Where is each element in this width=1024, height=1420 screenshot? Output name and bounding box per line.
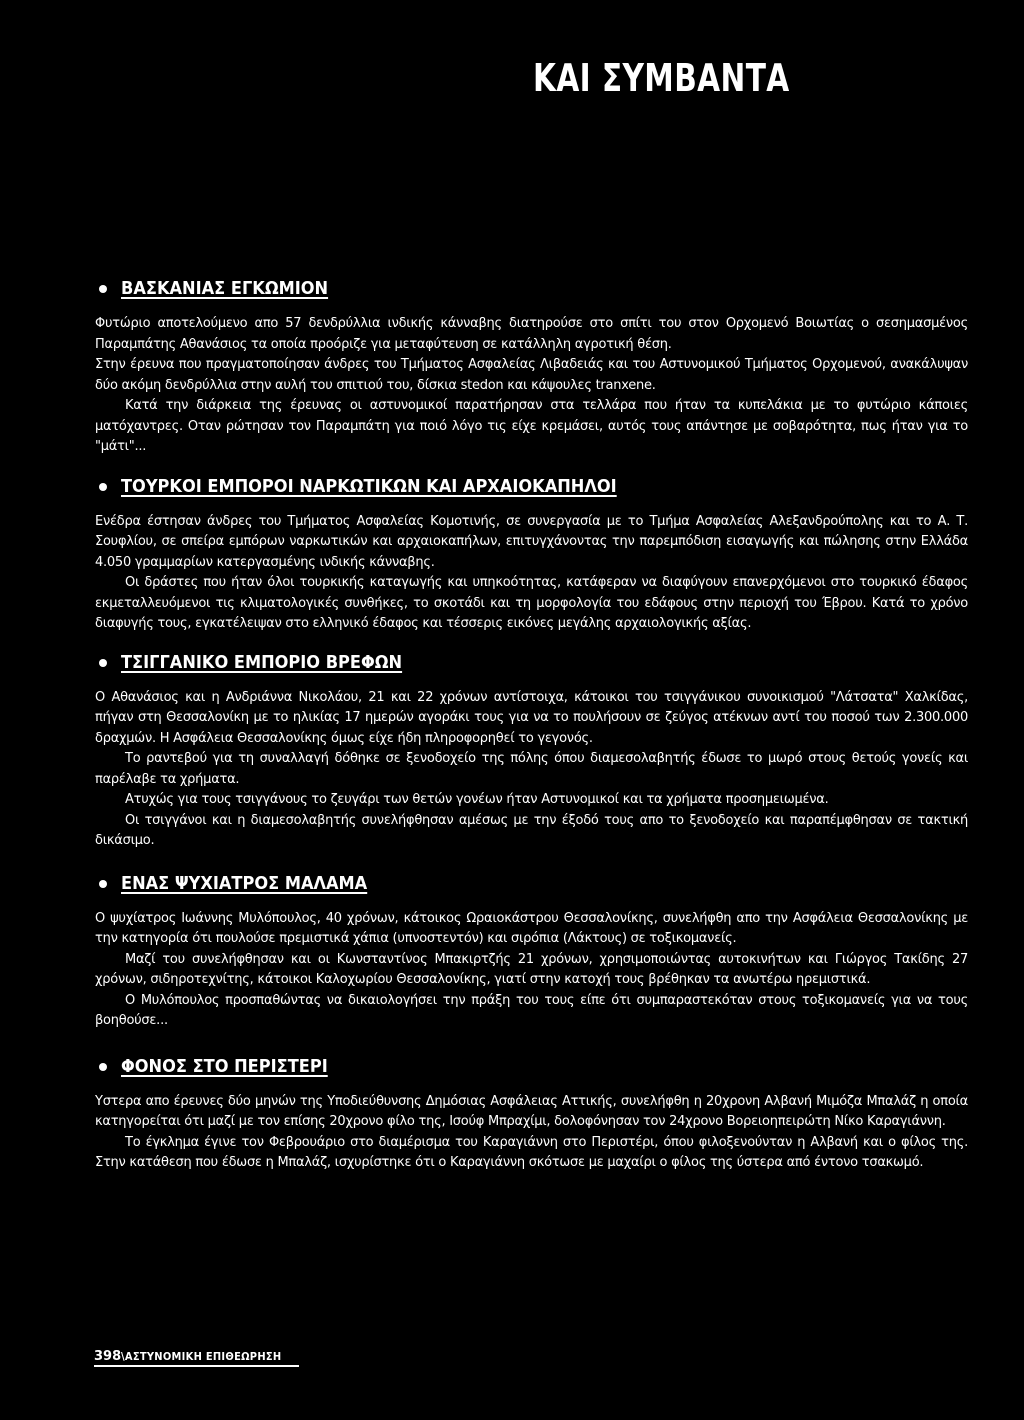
page-footer bbox=[94, 1349, 299, 1367]
article-paragraph: Μαζί του συνελήφθησαν και οι Κωνσταντίνος Μπακιρτζής 21 χρόνων, χρησιμοποιώντας αυτοκινήτων και Γιώργος Τακίδης 27 χρόνων, σιδηροτεχνίτης, κάτοικοι Καλοχωρίου Θεσσαλονίκης, γιατί στην κατοχή τους βρέθηκαν τα ανωτέρω ηρεμιστικά. bbox=[95, 951, 968, 987]
article-psychiatros bbox=[95, 873, 968, 1032]
article-title-text: ΤΣΙΓΓΑΝΙΚΟ ΕΜΠΟΡΙΟ ΒΡΕΦΩΝ bbox=[121, 651, 403, 673]
article-vaskanias bbox=[95, 278, 968, 458]
article-title-text: ΦΟΝΟΣ ΣΤΟ ΠΕΡΙΣΤΕΡΙ bbox=[121, 1055, 328, 1077]
article-title-text: ΤΟΥΡΚΟΙ ΕΜΠΟΡΟΙ ΝΑΡΚΩΤΙΚΩΝ ΚΑΙ ΑΡΧΑΙΟΚΑΠΗΛΟΙ bbox=[121, 475, 617, 497]
article-title bbox=[95, 873, 968, 895]
article-paragraph: Κατά την διάρκεια της έρευνας οι αστυνομικοί παρατήρησαν στα τελλάρα που ήταν τα κυπελάκια με το φυτώριο κάποιες ματόχαντρες. Οταν ρώτησαν τον Παραμπάτη για ποιό λόγο τις είχε κρεμάσει, αυτός τους απάντησε με σοβαρότητα, πως ήταν για το "μάτι"... bbox=[95, 398, 968, 454]
bullet-icon bbox=[99, 880, 107, 888]
article-paragraph: Οι δράστες που ήταν όλοι τουρκικής καταγωγής και υπηκοότητας, κατάφεραν να διαφύγουν επανερχόμενοι στο τουρκικό έδαφος εκμεταλλευόμενοι τις κλιματολογικές συνθήκες, το σκοτάδι και τη μορφολογία του εδάφους στην περιοχή του Έβρου. Κατά το χρόνο διαφυγής τους, εγκατέλειψαν στο ελληνικό έδαφος και τέσσερις εικόνες μεγάλης αρχαιολογικής αξίας. bbox=[95, 575, 968, 631]
article-title-text: ΒΑΣΚΑΝΙΑΣ ΕΓΚΩΜΙΟΝ bbox=[121, 278, 329, 299]
article-column bbox=[95, 278, 968, 1174]
article-paragraph: Ο Αθανάσιος και η Ανδριάννα Νικολάου, 21 και 22 χρόνων αντίστοιχα, κάτοικοι του τσιγγάνικου συνοικισμού "Λάτσατα" Χαλκίδας, πήγαν στη Θεσσαλονίκη με το ηλικίας 17 ημερών αγοράκι τους για να το πουλήσουν σε ζεύγος ατέκνων αντί του ποσού των 2.300.000 δραχμών. Η Ασφάλεια Θεσσαλονίκης όμως είχε ήδη πληροφορηθεί το γεγονός. bbox=[95, 689, 968, 746]
article-title bbox=[95, 1056, 968, 1078]
section-title: ΚΑΙ ΣΥΜΒΑΝΤΑ bbox=[533, 56, 790, 100]
article-paragraph: Ο Μυλόπουλος προσπαθώντας να δικαιολογήσει την πράξη του τους είπε ότι συμπαραστεκόταν στους τοξικομανείς για να τους βοηθούσε... bbox=[95, 992, 968, 1028]
article-paragraph: Ενέδρα έστησαν άνδρες του Τμήματος Ασφαλείας Κομοτινής, σε συνεργασία με το Τμήμα Ασφαλείας Αλεξανδρούπολης και το Α. Τ. Σουφλίου, σε σπείρα εμπόρων ναρκωτικών και αρχαιοκαπήλων, επιτυγχάνοντας την παρεμπόδιση εισαγωγής και πώλησης στην Ελλάδα 4.050 γραμμαρίων κατεργασμένης ινδικής κάνναβης. bbox=[95, 513, 968, 570]
page-number: 398 bbox=[94, 1349, 122, 1364]
article-tsigganiko-emporio bbox=[95, 652, 968, 852]
article-paragraph: Υστερα απο έρευνες δύο μηνών της Υποδιεύθυνσης Δημόσιας Ασφάλειας Αττικής, συνελήφθη η 20χρονη Αλβανή Μιμόζα Μπαλάζ η οποία κατηγορείται ότι μαζί με τον επίσης 20χρονο φίλο της, Ισούφ Μπραχίμι, δολοφόνησαν τον 24χρονο Βορειοηπειρώτη Νίκο Καραγιάννη. bbox=[95, 1093, 968, 1129]
article-paragraph: Ο ψυχίατρος Ιωάννης Μυλόπουλος, 40 χρόνων, κάτοικος Ωραιοκάστρου Θεσσαλονίκης, συνελήφθη απο την Ασφάλεια Θεσσαλονίκης με την κατηγορία ότι πουλούσε πρεμιστικά χάπια (υπνοστεντόν) και σιρόπια (Λάκτους) σε τοξικομανείς. bbox=[95, 910, 968, 946]
article-paragraph: Το έγκλημα έγινε τον Φεβρουάριο στο διαμέρισμα του Καραγιάννη στο Περιστέρι, όπου φιλοξενούνταν η Αλβανή και ο φίλος της. Στην κατάθεση που έδωσε η Μπαλάζ, ισχυρίστηκε ότι ο Καραγιάννη σκότωσε με μαχαίρι ο φίλος της ύστερα από έντονο τσακωμό. bbox=[95, 1134, 968, 1170]
article-title bbox=[95, 278, 968, 300]
bullet-icon bbox=[99, 1063, 107, 1071]
publication-name: \ΑΣΤΥΝΟΜΙΚΗ ΕΠΙΘΕΩΡΗΣΗ bbox=[121, 1350, 282, 1363]
article-title bbox=[95, 476, 968, 498]
bullet-icon bbox=[99, 285, 107, 293]
article-tourkoi-emporoi bbox=[95, 476, 968, 635]
bullet-icon bbox=[99, 483, 107, 491]
bullet-icon bbox=[99, 659, 107, 667]
article-title bbox=[95, 652, 968, 674]
article-paragraph: Στην έρευνα που πραγματοποίησαν άνδρες του Τμήματος Ασφαλείας Λιβαδειάς και του Αστυνομικού Τμήματος Ορχομενού, ανακάλυψαν δύο ακόμη δενδρύλλια στην αυλή του σπιτιού του, δίσκια stedon και κάψουλες tranxene. bbox=[95, 357, 968, 393]
article-paragraph: Ατυχώς για τους τσιγγάνους το ζευγάρι των θετών γονέων ήταν Αστυνομικοί και τα χρήματα προσημειωμένα. bbox=[125, 792, 829, 807]
article-paragraph: Το ραντεβού για τη συναλλαγή δόθηκε σε ξενοδοχείο της πόλης όπου διαμεσολαβητής έδωσε το μωρό στους θετούς γονείς και παρέλαβε τα χρήματα. bbox=[95, 751, 968, 787]
article-paragraph: Φυτώριο αποτελούμενο απο 57 δενδρύλλια ινδικής κάνναβης διατηρούσε στο σπίτι του στον Ορχομενό Βοιωτίας ο σεσημασμένος Παραμπάτης Αθανάσιος τα οποία προόριζε για μεταφύτευση σε κατάλληλη αγροτική θέση. bbox=[95, 316, 968, 352]
article-fonos-peristeri bbox=[95, 1056, 968, 1174]
article-paragraph: Οι τσιγγάνοι και η διαμεσολαβητής συνελήφθησαν αμέσως με την έξοδό τους απο το ξενοδοχείο και παραπέμφθησαν σε τακτική δικάσιμο. bbox=[95, 812, 968, 848]
article-title-text: ΕΝΑΣ ΨΥΧΙΑΤΡΟΣ ΜΑΛΑΜΑ bbox=[121, 872, 368, 894]
